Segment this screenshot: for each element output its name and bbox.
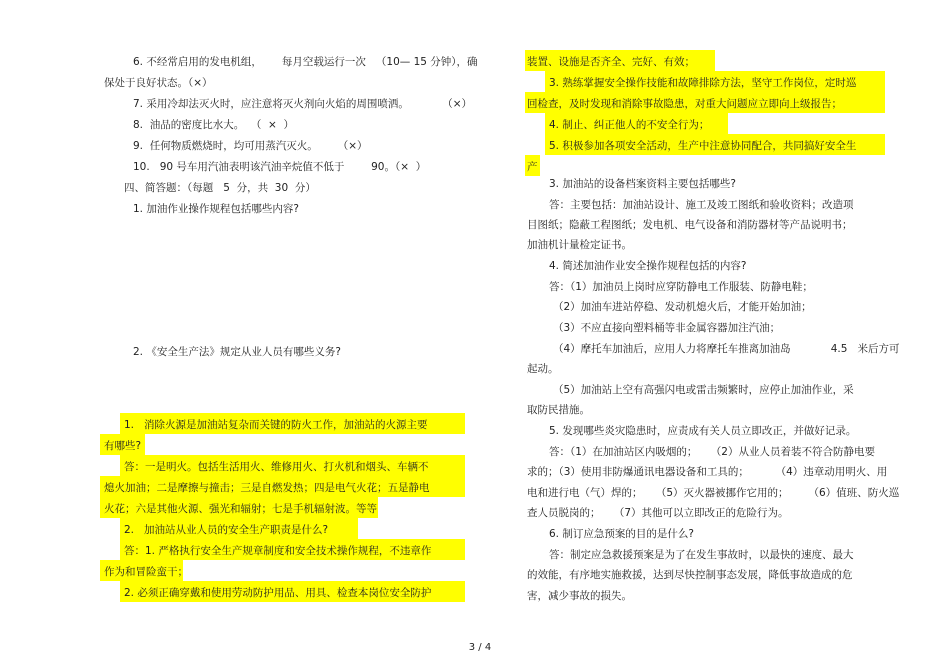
right-line-15: （4）摩托车加油后，应用人力将摩托车推离加油岛 4.5 米后方可 <box>553 343 900 355</box>
left-line-11: 有哪些? <box>104 440 142 452</box>
left-line-6: 10. 90 号车用汽油表明该汽油辛烷值不低于 90。（× ） <box>133 161 427 173</box>
left-line-16: 答：1. 严格执行安全生产规章制度和安全技术操作规程，不违章作 <box>124 545 432 557</box>
left-line-15: 2. 加油站从业人员的安全生产职责是什么? <box>124 524 329 536</box>
left-line-5: 9. 任何物质燃烧时，均可用蒸汽灭火。 （×） <box>133 140 368 152</box>
left-line-12: 答：一是明火。包括生活用火、维修用火、打火机和烟头、车辆不 <box>124 461 429 473</box>
left-line-17: 作为和冒险蛮干； <box>104 566 188 578</box>
right-line-16: 起动。 <box>527 363 559 375</box>
question-2: 2. 《安全生产法》规定从业人员有哪些义务? <box>133 346 341 358</box>
left-line-1: 6. 不经常启用的发电机组， 每月空载运行一次 （10— 15 分钟），确 <box>133 56 478 68</box>
right-line-19: 5. 发现哪些炎灾隐患时，应责成有关人员立即改正，并做好记录。 <box>549 425 857 437</box>
right-line-8: 答：主要包括：加油站设计、施工及竣工图纸和验收资料；改造项 <box>549 199 854 211</box>
right-line-1: 装置、设施是否齐全、完好、有效； <box>527 56 695 68</box>
question-1: 1. 加油作业操作规程包括哪些内容? <box>133 203 299 215</box>
right-line-18: 取防民措施。 <box>527 404 590 416</box>
right-line-20: 答：（1）在加油站区内吸烟的； （2）从业人员着装不符合防静电要 <box>549 446 875 458</box>
right-line-22: 电和进行电（气）焊的； （5）灭火器被挪作它用的； （6）值班、防火巡 <box>527 487 900 499</box>
left-line-2: 保处于良好状态。（×） <box>104 77 213 89</box>
right-line-10: 加油机计量检定证书。 <box>527 239 632 251</box>
right-line-5: 5. 积极参加各项安全活动，生产中注意协同配合，共同搞好安全生 <box>549 140 857 152</box>
right-line-3: 回检查，及时发现和消除事故隐患，对重大问题应立即向上级报告； <box>527 98 842 110</box>
right-line-17: （5）加油站上空有高强闪电或雷击频繁时，应停止加油作业，采 <box>553 384 854 396</box>
right-line-21: 求的；（3）使用非防爆通讯电器设备和工具的； （4）违章动用明火、用 <box>527 466 888 478</box>
page-number: 3 / 4 <box>468 642 492 653</box>
right-line-4: 4. 制止、纠正他人的不安全行为； <box>549 119 710 131</box>
right-line-11: 4. 简述加油作业安全操作规程包括的内容? <box>549 260 747 272</box>
right-line-9: 目图纸；隐蔽工程图纸；发电机、电气设备和消防器材等产品说明书； <box>527 219 853 231</box>
left-line-3: 7. 采用冷却法灭火时，应注意将灭火剂向火焰的周围喷洒。 （×） <box>133 98 473 110</box>
right-line-6: 产 <box>527 161 538 173</box>
section-heading: 四、简答题：（每题 5 分，共 30 分） <box>124 182 316 194</box>
left-line-14: 火花；六是其他火源、强光和辐射；七是手机辐射波。等等 <box>104 503 377 515</box>
right-line-23: 查人员脱岗的； （7）其他可以立即改正的危险行为。 <box>527 507 789 519</box>
left-line-13: 熄火加油；二是摩擦与撞击；三是自燃发热；四是电气火花；五是静电 <box>104 482 430 494</box>
right-line-7: 3. 加油站的设备档案资料主要包括哪些? <box>549 178 736 190</box>
left-line-10: 1. 消除火源是加油站复杂而关键的防火工作，加油站的火源主要 <box>124 419 428 431</box>
left-line-4: 8. 油品的密度比水大。 （ × ） <box>133 119 295 131</box>
right-line-25: 答：制定应急救援预案是为了在发生事故时，以最快的速度、最大 <box>549 549 854 561</box>
right-line-2: 3. 熟练掌握安全操作技能和故障排除方法，坚守工作岗位，定时巡 <box>549 77 857 89</box>
right-line-24: 6. 制订应急预案的目的是什么? <box>549 528 694 540</box>
right-line-14: （3）不应直接向塑料桶等非金属容器加注汽油； <box>553 322 781 334</box>
right-line-26: 的效能，有序地实施救援，达到尽快控制事态发展，降低事故造成的危 <box>527 569 853 581</box>
right-line-12: 答：（1）加油员上岗时应穿防静电工作服装、防静电鞋； <box>549 281 813 293</box>
right-line-13: （2）加油车进站停稳、发动机熄火后，才能开始加油； <box>553 301 812 313</box>
right-line-27: 害，减少事故的损失。 <box>527 590 632 602</box>
left-line-18: 2. 必须正确穿戴和使用劳动防护用品、用具、检查本岗位安全防护 <box>124 587 432 599</box>
